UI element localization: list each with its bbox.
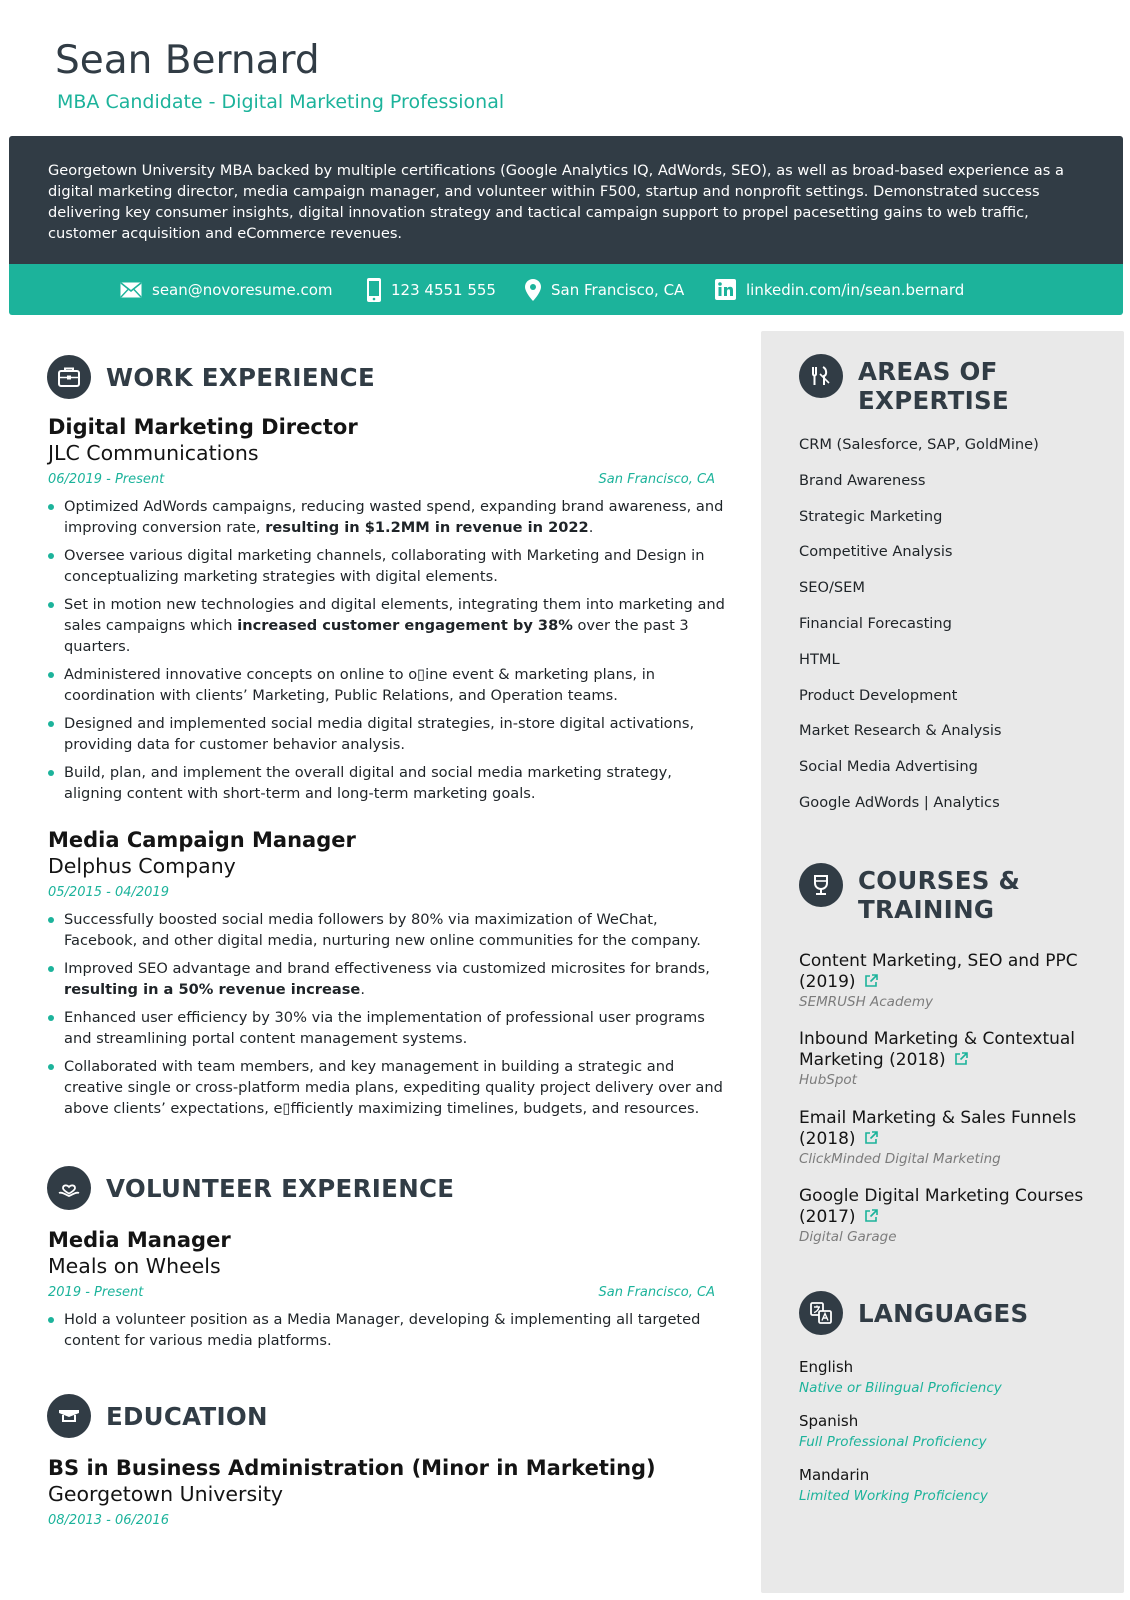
- linkedin-icon: [715, 279, 736, 300]
- summary-banner: [9, 136, 1123, 264]
- degree-title: BS in Business Administration (Minor in Marketing): [48, 1456, 656, 1480]
- education-heading: [47, 1394, 268, 1438]
- external-link-icon[interactable]: [954, 1052, 968, 1066]
- course-provider: ClickMinded Digital Marketing: [799, 1151, 1001, 1167]
- course-provider: SEMRUSH Academy: [799, 994, 933, 1010]
- expertise-item: Market Research & Analysis: [799, 722, 1002, 740]
- contact-linkedin[interactable]: [715, 264, 964, 315]
- contact-phone-text: 123 4551 555: [391, 280, 496, 299]
- expertise-item: Brand Awareness: [799, 471, 926, 489]
- language-level: Native or Bilingual Proficiency: [799, 1380, 1002, 1396]
- job-bullet: Collaborated with team members, and key management in building a strategic and creative single or cross-platform media plans, expediting quality project delivery over and above clients’ expectations, e▯fficiently maximizing timelines, budgets, and resources.: [48, 1056, 728, 1119]
- trophy-icon: [799, 863, 843, 907]
- expertise-item: Google AdWords | Analytics: [799, 793, 1000, 811]
- job-bullet: Successfully boosted social media followers by 80% via maximization of WeChat, Facebook, and other digital media, nurturing new online communities for the company.: [48, 909, 728, 951]
- course-item: Google Digital Marketing Courses (2017) Digital Garage: [799, 1186, 1099, 1245]
- job-title: Media Campaign Manager: [48, 828, 356, 852]
- languages-heading: [799, 1291, 1028, 1335]
- language-item: [799, 1357, 1002, 1398]
- hand-heart-icon: [47, 1166, 91, 1210]
- language-name: Spanish: [799, 1412, 859, 1430]
- expertise-item: CRM (Salesforce, SAP, GoldMine): [799, 436, 1039, 453]
- language-level: Full Professional Proficiency: [799, 1434, 987, 1450]
- languages-title: LANGUAGES: [858, 1298, 1029, 1328]
- job-bullet: Oversee various digital marketing channels, collaborating with Marketing and Design in conceptualizing marketing strategies with digital elements.: [48, 545, 728, 587]
- contact-phone[interactable]: [367, 264, 496, 315]
- course-item: Email Marketing & Sales Funnels (2018) ClickMinded Digital Marketing: [799, 1108, 1099, 1167]
- education-title: EDUCATION: [106, 1401, 268, 1431]
- courses-heading: [799, 863, 1020, 924]
- language-item: [799, 1465, 988, 1506]
- summary-text: Georgetown University MBA backed by multiple certifications (Google Analytics IQ, AdWords, SEO), as well as broad-based experience as a digital marketing director, media campaign manager, and volunteer within F500, startup and nonprofit settings. Demonstrated success delivering key consumer insights, digital innovation strategy and tactical campaign support to propel pacesetting gains to web traffic, customer acquisition and eCommerce revenues.: [48, 162, 1064, 242]
- course-item: Content Marketing, SEO and PPC (2019) SEMRUSH Academy: [799, 951, 1099, 1010]
- job-bullet: Administered innovative concepts on online to o▯ine event & marketing plans, in coordination with clients’ Marketing, Public Relations, and Operation teams.: [48, 664, 728, 706]
- briefcase-icon: [47, 355, 91, 399]
- job-bullet: Optimized AdWords campaigns, reducing wasted spend, expanding brand awareness, and improving conversion rate, resulting in $1.2MM in revenue in 2022.: [48, 496, 728, 538]
- work-experience-title: WORK EXPERIENCE: [106, 362, 375, 392]
- courses-title: COURSES & TRAINING: [858, 866, 1021, 924]
- work-experience-heading: [47, 355, 375, 399]
- graduation-cap-icon: [47, 1394, 91, 1438]
- course-provider: HubSpot: [799, 1072, 857, 1088]
- job-bullet: Designed and implemented social media digital strategies, in-store digital activations, providing data for customer behavior analysis.: [48, 713, 728, 755]
- expertise-item: SEO/SEM: [799, 579, 865, 597]
- envelope-icon: [120, 282, 142, 298]
- language-name: Mandarin: [799, 1466, 870, 1484]
- job-bullet-list: [48, 496, 728, 811]
- job-title: Digital Marketing Director: [48, 415, 358, 439]
- expertise-item: Product Development: [799, 686, 958, 704]
- job-dates: 06/2019 - Present: [48, 472, 165, 487]
- expertise-item: Strategic Marketing: [799, 507, 943, 525]
- contact-bar: [9, 264, 1123, 315]
- external-link-icon[interactable]: [864, 1131, 878, 1145]
- external-link-icon[interactable]: [864, 1209, 878, 1223]
- contact-location: [525, 264, 684, 315]
- expertise-item: Social Media Advertising: [799, 758, 978, 776]
- map-pin-icon: [525, 279, 541, 301]
- job-location: San Francisco, CA: [598, 472, 715, 487]
- job-bullet: Build, plan, and implement the overall digital and social media marketing strategy, aligning content with short-term and long-term marketing goals.: [48, 762, 728, 804]
- course-item: Inbound Marketing & Contextual Marketing (2018) HubSpot: [799, 1029, 1099, 1088]
- company-name: Delphus Company: [48, 854, 236, 878]
- expertise-title: AREAS OF EXPERTISE: [858, 357, 1009, 415]
- volunteer-experience-title: VOLUNTEER EXPERIENCE: [106, 1173, 455, 1203]
- volunteer-location: San Francisco, CA: [598, 1285, 715, 1300]
- school-name: Georgetown University: [48, 1482, 283, 1506]
- volunteer-role: Media Manager: [48, 1228, 231, 1252]
- language-name: English: [799, 1358, 854, 1376]
- company-name: JLC Communications: [48, 441, 259, 465]
- contact-email-text: sean@novoresume.com: [152, 280, 333, 299]
- job-bullet: Enhanced user efficiency by 30% via the implementation of professional user programs and streamlining portal content management systems.: [48, 1007, 728, 1049]
- candidate-subtitle: MBA Candidate - Digital Marketing Professional: [57, 91, 505, 113]
- volunteer-bullet: Hold a volunteer position as a Media Manager, developing & implementing all targeted content for various media platforms.: [48, 1309, 728, 1351]
- education-dates: 08/2013 - 06/2016: [48, 1513, 169, 1528]
- contact-linkedin-text: linkedin.com/in/sean.bernard: [746, 280, 965, 299]
- expertise-heading: [799, 354, 1009, 415]
- contact-email[interactable]: [120, 264, 333, 315]
- language-level: Limited Working Proficiency: [799, 1488, 988, 1504]
- candidate-name: Sean Bernard: [55, 38, 320, 83]
- language-item: [799, 1411, 987, 1452]
- volunteer-experience-heading: [47, 1166, 454, 1210]
- expertise-list: [799, 434, 1039, 828]
- job-bullet: Improved SEO advantage and brand effectiveness via customized microsites for brands, resulting in a 50% revenue increase.: [48, 958, 728, 1000]
- expertise-item: HTML: [799, 650, 840, 668]
- expertise-item: Competitive Analysis: [799, 543, 953, 561]
- job-bullet-list: [48, 909, 728, 1126]
- external-link-icon[interactable]: [864, 974, 878, 988]
- contact-location-text: San Francisco, CA: [551, 280, 685, 299]
- volunteer-org: Meals on Wheels: [48, 1254, 221, 1278]
- volunteer-dates: 2019 - Present: [48, 1285, 144, 1300]
- phone-icon: [367, 278, 381, 302]
- job-bullet: Set in motion new technologies and digital elements, integrating them into marketing and sales campaigns which increased customer engagement by 38% over the past 3 quarters.: [48, 594, 728, 657]
- job-dates: 05/2015 - 04/2019: [48, 885, 169, 900]
- volunteer-bullet-list: [48, 1309, 728, 1358]
- tools-icon: [799, 354, 843, 398]
- course-provider: Digital Garage: [799, 1229, 897, 1245]
- expertise-item: Financial Forecasting: [799, 614, 952, 632]
- translate-icon: [799, 1291, 843, 1335]
